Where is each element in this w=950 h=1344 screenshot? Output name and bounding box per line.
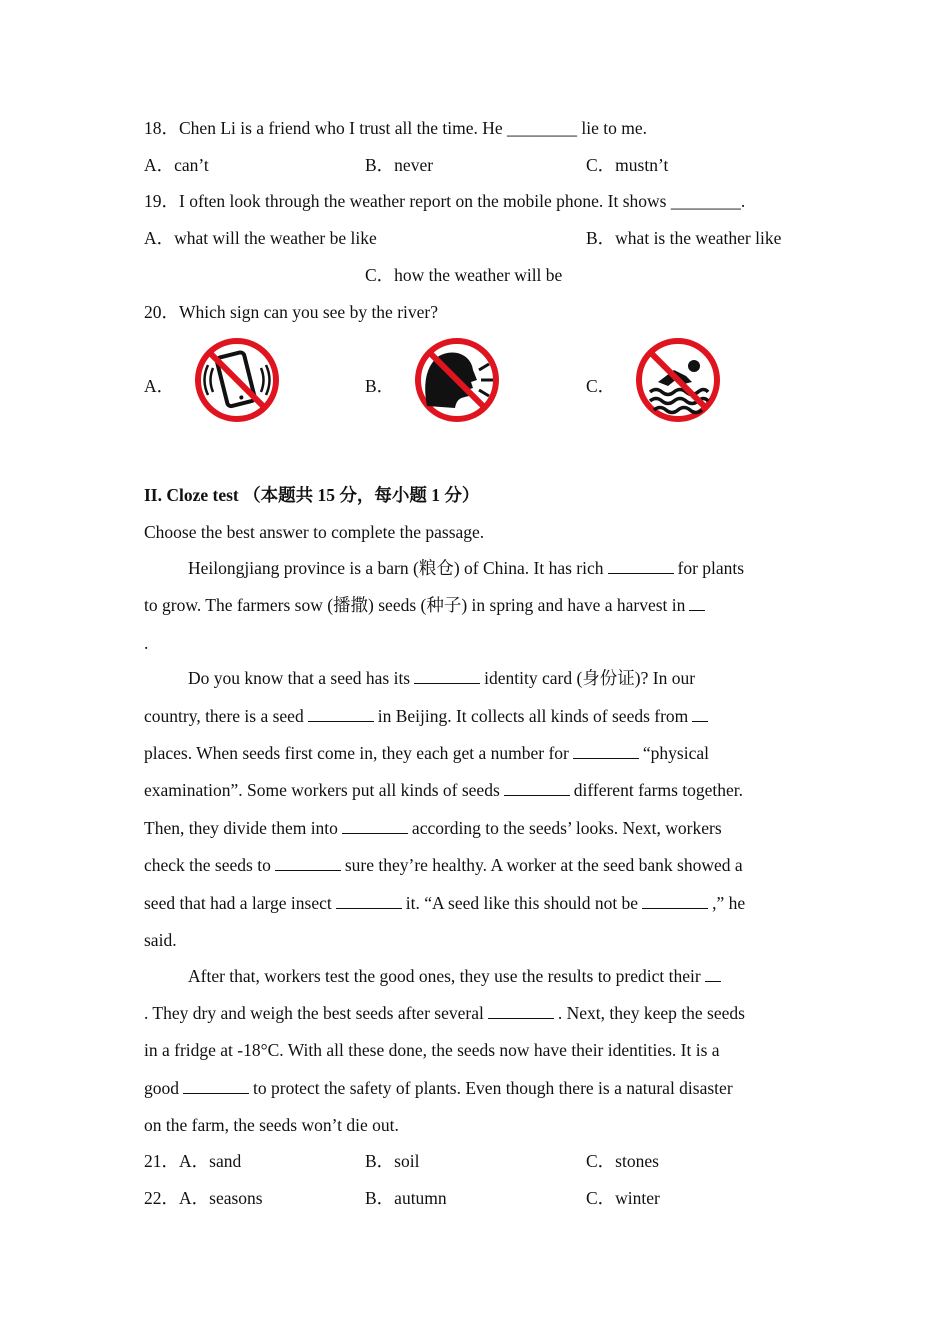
passage-text: to grow. The farmers sow (播撒) seeds (种子) in spring and have a harvest in <box>144 595 686 615</box>
passage-line <box>188 667 695 689</box>
passage-text: according to the seeds’ looks. Next, workers <box>411 818 722 838</box>
passage-text: places. When seeds first come in, they each get a number for <box>144 743 569 763</box>
passage-text: in a fridge at -18°C. With all these done, the seeds now have their identities. It is a <box>144 1040 720 1060</box>
q19-option-c: C．how the weather will be <box>365 265 563 285</box>
passage-line <box>188 557 744 579</box>
blank-31 <box>642 892 708 909</box>
passage-text: on the farm, the seeds won’t die out. <box>144 1115 399 1135</box>
section-title: II. Cloze test （本题共 15 分，每小题 1 分） <box>144 485 480 505</box>
q20-option-b: B． <box>365 376 395 396</box>
q20-stem: 20．Which sign can you see by the river? <box>144 302 439 322</box>
no-swimming-sign-icon <box>634 336 722 424</box>
passage-text: it. “A seed like this should not be <box>405 893 639 913</box>
blank-30 <box>336 892 402 909</box>
q19-option-b: B．what is the weather like <box>586 228 782 248</box>
passage-text: different farms together. <box>573 780 744 800</box>
passage-line <box>144 594 709 616</box>
passage-text: . <box>144 633 149 653</box>
passage-text: Heilongjiang province is a barn (粮仓) of China. It has rich <box>188 558 604 578</box>
blank-21 <box>608 557 674 574</box>
passage-text: country, there is a seed <box>144 706 304 726</box>
passage-text: good <box>144 1078 179 1098</box>
blank-25 <box>692 705 708 722</box>
q18-stem: 18．Chen Li is a friend who I trust all the time. He ________ lie to me. <box>144 118 648 138</box>
blank-22 <box>689 594 705 611</box>
q21-option-a: 21．A．sand <box>144 1151 242 1171</box>
passage-text: for plants <box>677 558 745 578</box>
passage-text: said. <box>144 930 177 950</box>
q19-stem: 19．I often look through the weather report on the mobile phone. It shows ________. <box>144 191 746 211</box>
passage-text: ,” he <box>712 893 746 913</box>
passage-line <box>144 1114 399 1136</box>
passage-text: check the seeds to <box>144 855 271 875</box>
passage-text: in Beijing. It collects all kinds of seeds from <box>377 706 689 726</box>
no-phone-sign-icon <box>193 336 281 424</box>
passage-line <box>144 929 177 951</box>
blank-33 <box>488 1002 554 1019</box>
q18-option-a: A．can’t <box>144 155 209 175</box>
passage-text: to protect the safety of plants. Even though there is a natural disaster <box>253 1078 733 1098</box>
passage-text: seed that had a large insect <box>144 893 332 913</box>
blank-23 <box>414 667 480 684</box>
passage-text: examination”. Some workers put all kinds of seeds <box>144 780 500 800</box>
q20-option-c: C． <box>586 376 616 396</box>
passage-text: sure they’re healthy. A worker at the seed bank showed a <box>344 855 743 875</box>
blank-26 <box>573 742 639 759</box>
passage-line <box>188 965 725 987</box>
q18-option-c: C．mustn’t <box>586 155 669 175</box>
blank-32 <box>705 965 721 982</box>
passage-text: Then, they divide them into <box>144 818 338 838</box>
section-instruction: Choose the best answer to complete the passage. <box>144 522 485 542</box>
q19-option-a: A．what will the weather be like <box>144 228 377 248</box>
q21-option-b: B．soil <box>365 1151 420 1171</box>
passage-line <box>144 705 712 727</box>
passage-text: . Next, they keep the seeds <box>557 1003 745 1023</box>
blank-34 <box>183 1077 249 1094</box>
q21-option-c: C．stones <box>586 1151 659 1171</box>
blank-24 <box>308 705 374 722</box>
blank-28 <box>342 817 408 834</box>
passage-line <box>144 1039 720 1061</box>
q22-option-b: B．autumn <box>365 1188 447 1208</box>
q22-option-a: 22．A．seasons <box>144 1188 263 1208</box>
passage-line <box>144 742 709 764</box>
passage-line <box>144 779 743 801</box>
q22-option-c: C．winter <box>586 1188 660 1208</box>
passage-line <box>144 632 148 654</box>
no-shouting-sign-icon <box>413 336 501 424</box>
blank-27 <box>504 779 570 796</box>
q20-option-a: A． <box>144 376 175 396</box>
passage-text: Do you know that a seed has its <box>188 668 411 688</box>
passage-line <box>144 854 743 876</box>
passage-text: . They dry and weigh the best seeds after several <box>144 1003 484 1023</box>
passage-text: “physical <box>642 743 709 763</box>
passage-text: identity card (身份证)? In our <box>484 668 696 688</box>
blank-29 <box>275 854 341 871</box>
passage-line <box>144 1077 733 1099</box>
passage-line <box>144 1002 745 1024</box>
q18-option-b: B．never <box>365 155 434 175</box>
passage-text: After that, workers test the good ones, they use the results to predict their <box>188 966 701 986</box>
passage-line <box>144 892 745 914</box>
passage-line <box>144 817 722 839</box>
